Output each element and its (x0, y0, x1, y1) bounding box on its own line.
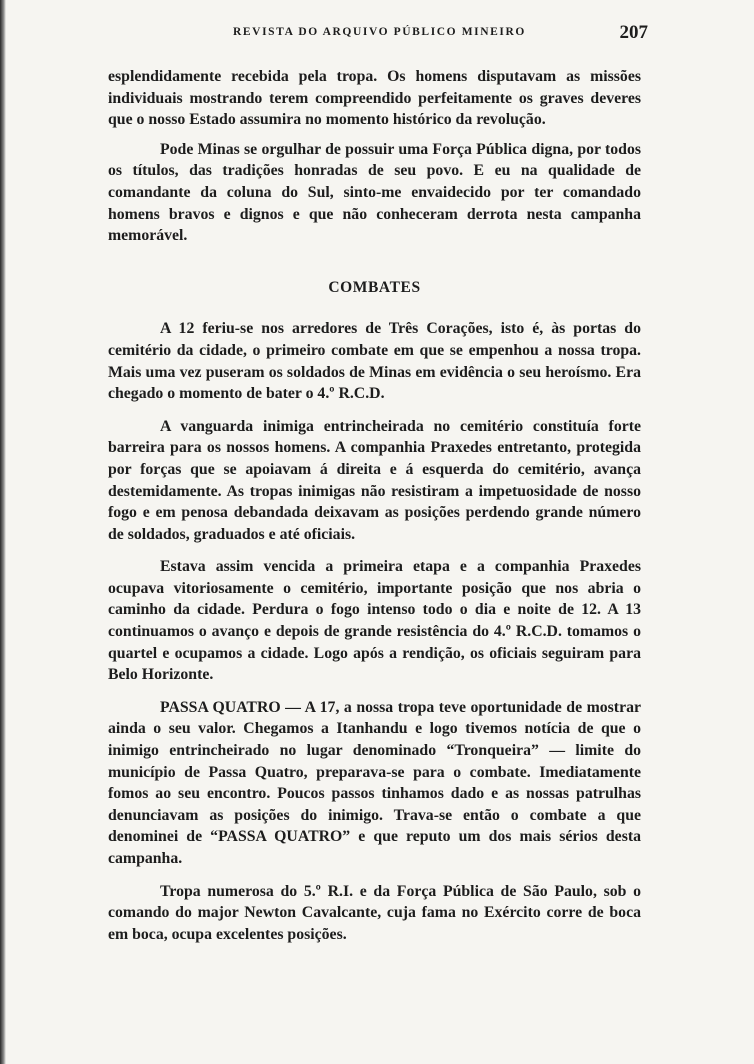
paragraph-continuation: esplendidamente recebida pela tropa. Os homens disputavam as missões individuais mostrando terem compreendido perfeitamente os graves deveres que o nosso Estado assumira no momento histórico da revolução. (108, 68, 641, 129)
article-body (108, 66, 641, 945)
passa-quatro-heading: PASSA QUATRO (160, 698, 281, 716)
section-heading-combates: COMBATES (328, 278, 421, 296)
running-head (108, 22, 648, 44)
passa-quatro-text: — A 17, a nossa tropa teve oportunidade de mostrar ainda o seu valor. Chegamos a Itanhandu e logo tivemos notícia de que o inimigo entrincheirado no lugar denominado “Tronqueira” — limite do município de Passa Quatro, preparava-se para o combate. Imediatamente fomos ao seu encontro. Poucos passos tinhamos dado e as nossas patrulhas denunciavam as posições do inimigo. Trava-se então o combate a que denominei de “PASSA QUATRO” e que reputo um dos mais sérios desta campanha. (108, 698, 641, 867)
paragraph-tres-coracoes: A 12 feriu-se nos arredores de Três Corações, isto é, às portas do cemitério da cidade, o primeiro combate em que se empenhou a nossa tropa. Mais uma vez puseram os soldados de Minas em evidência o seu heroísmo. Era chegado o momento de bater o 4.º R.C.D. (108, 320, 641, 403)
paragraph-minas: Pode Minas se orgulhar de possuir uma Força Pública digna, por todos os títulos, das tradições honradas de seu povo. E eu na qualidade de comandante da coluna do Sul, sinto-me envaidecido por ter comandado homens bravos e dignos e que não conheceram derrota nesta campanha memorável. (108, 140, 641, 245)
paragraph-vanguarda: A vanguarda inimiga entrincheirada no cemitério constituía forte barreira para os nossos homens. A companhia Praxedes entretanto, protegida por forças que se apoiavam á direita e á esquerda do cemitério, avança destemidamente. As tropas inimigas não resistiram a impetuosidade de nosso fogo e em penosa debandada deixavam as posições perdendo grande número de soldados, graduados e até oficiais. (108, 417, 641, 543)
page-number: 207 (619, 22, 648, 43)
paragraph-primeira-etapa: Estava assim vencida a primeira etapa e a companhia Praxedes ocupava vitoriosamente o cemitério, importante posição que nos abria o caminho da cidade. Perdura o fogo intenso todo o dia e noite de 12. A 13 continuamos o avanço e depois de grande resistência do 4.º R.C.D. tomamos o quartel e ocupamos a cidade. Logo após a rendição, os oficiais seguiram para Belo Horizonte. (108, 558, 641, 684)
journal-title: REVISTA DO ARQUIVO PÚBLICO MINEIRO (233, 26, 526, 38)
scan-page-edge (0, 0, 6, 1064)
paragraph-passa-quatro (108, 697, 641, 870)
paragraph-tropa-numerosa: Tropa numerosa do 5.º R.I. e da Força Pública de São Paulo, sob o comando do major Newton Cavalcante, cuja fama no Exército corre de boca em boca, ocupa excelentes posições. (108, 882, 641, 943)
